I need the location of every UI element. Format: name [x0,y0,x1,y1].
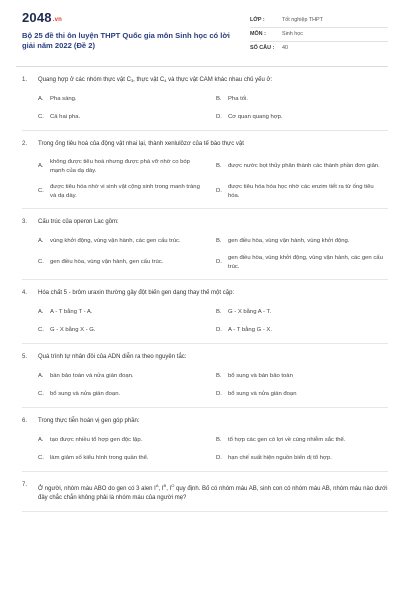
answer-letter: A. [38,237,44,244]
question-text-part: Ở người, nhóm máu ABO do gen có 3 alen I [38,486,156,492]
question-number: 3. [22,219,28,225]
meta-row-count [250,42,388,55]
answer-option-d[interactable] [216,389,388,399]
question-number: 2. [22,141,28,147]
answer-option-b[interactable] [216,435,388,445]
answer-letter: B. [216,436,222,443]
answer-option-c[interactable] [38,254,210,271]
answer-letter: A. [38,372,44,379]
answer-option-b[interactable] [216,94,388,104]
answer-option-c[interactable] [38,325,210,335]
answer-text: G - X bằng A - T. [228,308,272,315]
answer-options [22,94,388,122]
question-1 [22,67,388,131]
question-text [38,76,388,85]
answer-option-b[interactable] [216,371,388,381]
answer-option-a[interactable] [38,371,210,381]
answer-text: gen điều hòa, vùng vận hành, gen cấu trúc. [50,259,164,266]
answer-letter: C. [38,390,44,397]
answer-option-c[interactable] [38,183,210,200]
answer-option-a[interactable] [38,158,210,175]
answer-letter: B. [216,237,222,244]
answer-letter: D. [216,188,222,195]
answer-text: Pha sáng. [50,95,77,102]
answer-text: bán bảo toàn và nửa gián đoạn. [50,372,134,379]
answer-option-c[interactable] [38,453,210,463]
answer-letter: B. [216,308,222,315]
answer-option-a[interactable] [38,236,210,246]
answer-options [22,307,388,335]
answer-option-b[interactable] [216,158,388,175]
question-text-part: , I [158,486,164,492]
answer-text: tổ hợp các gen có lợi về cùng nhiễm sắc thể. [228,436,346,443]
logo-main: 2048 [22,10,52,25]
answer-text: gen điều hòa, vùng vận hành, vùng khởi động. [228,237,350,244]
answer-option-b[interactable] [216,236,388,246]
question-text-script: B [163,483,167,488]
answer-text: Cả hai pha. [50,113,81,120]
answer-letter: B. [216,95,222,102]
page-header [22,0,388,64]
question-6 [22,408,388,472]
question-text: Trong thực tiễn hoán vị gen góp phần: [38,418,140,424]
question-number: 1. [22,77,28,83]
site-logo[interactable] [22,10,237,28]
answer-option-a[interactable] [38,94,210,104]
question-text-part: Quang hợp ở các nhóm thực vật C [38,77,131,83]
question-2 [22,131,388,209]
answer-letter: C. [38,259,44,266]
answer-text: A - T bằng T - A. [50,308,93,315]
answer-letter: D. [216,113,222,120]
meta-row-subject [250,28,388,42]
question-text [38,481,388,503]
answer-letter: A. [38,163,44,170]
logo-suffix: .vn [52,17,63,23]
document-title: Bộ 25 đề thi ôn luyện THPT Quốc gia môn Sinh học có lời giải năm 2022 (Đề 2) [22,31,230,50]
answer-option-d[interactable] [216,254,388,271]
answer-letter: C. [38,326,44,333]
meta-info-box [250,14,388,64]
question-number: 5. [22,354,28,360]
answer-options [22,371,388,399]
meta-value: 40 [282,45,288,51]
answer-options [22,158,388,200]
answer-text: G - X bằng X - G. [50,326,96,333]
question-stem [22,289,388,298]
meta-key: LỚP : [250,17,265,23]
question-stem [22,481,388,503]
question-text: Quá trình tự nhân đôi của ADN diễn ra theo nguyên tắc: [38,354,187,360]
answer-option-d[interactable] [216,453,388,463]
question-text-part: quy định. Bố có nhóm máu AB, sinh con có nhóm máu AB, nhóm máu nào dưới đây chắc chắn không phải là nhóm máu của người mẹ? [38,486,388,501]
answer-letter: C. [38,454,44,461]
question-text-script: 4 [164,78,167,83]
answer-letter: B. [216,163,222,170]
question-stem [22,218,388,227]
meta-value: Sinh học [282,31,303,37]
answer-text: bổ sung và nửa gián đoạn [228,390,297,397]
answer-options [22,236,388,271]
answer-option-a[interactable] [38,307,210,317]
answer-letter: D. [216,326,222,333]
answer-option-b[interactable] [216,307,388,317]
answer-text: A - T bằng G - X. [228,326,272,333]
answer-letter: C. [38,188,44,195]
question-list [22,67,388,512]
answer-text: không được tiêu hoá nhưng được phá vỡ nhờ co bóp mạnh của dạ dày. [50,159,190,174]
answer-letter: B. [216,372,222,379]
answer-letter: A. [38,308,44,315]
question-text: Cấu trúc của operon Lac gồm: [38,219,119,225]
question-text-part: và thực vật CAM khác nhau chủ yếu ở: [166,77,273,83]
answer-text: hạn chế xuất hiện nguồn biến dị tổ hợp. [228,454,332,461]
answer-text: Pha tối. [228,95,248,102]
answer-option-c[interactable] [38,389,210,399]
meta-row-class [250,14,388,28]
answer-text: làm giảm số kiểu hình trong quần thể. [50,454,149,461]
answer-letter: D. [216,390,222,397]
question-5 [22,344,388,408]
question-text-part: , thực vật C [133,77,165,83]
meta-value: Tốt nghiệp THPT [282,17,323,23]
question-number: 7. [22,482,28,488]
answer-option-a[interactable] [38,435,210,445]
answer-text: bổ sung và bán bảo toàn [228,372,293,379]
question-stem [22,140,388,149]
question-text-script: A [155,483,159,488]
answer-text: vùng khởi động, vùng vận hành, các gen cấu trúc. [50,237,181,244]
answer-letter: D. [216,259,222,266]
question-text: Hóa chất 5 - brôm uraxin thường gây đột biến gen dạng thay thế một cặp: [38,290,235,296]
answer-letter: A. [38,95,44,102]
header-left [22,10,237,64]
answer-letter: A. [38,436,44,443]
answer-text: Cơ quan quang hợp. [228,113,283,120]
question-text: Trong ống tiêu hoá của động vật nhai lại, thành xenlulôzơ của tế bào thực vật [38,141,244,147]
question-number: 4. [22,290,28,296]
answer-options [22,435,388,463]
answer-text: được tiêu hóa hóa học nhờ các enzim tiết ra từ ống tiêu hóa. [228,184,374,199]
answer-option-d[interactable] [216,325,388,335]
question-text-part: , I [166,486,172,492]
answer-text: gen điều hòa, vùng khởi động, vùng vận hành, các gen cấu trúc. [228,255,383,270]
answer-option-c[interactable] [38,112,210,122]
question-stem [22,353,388,362]
answer-text: được tiêu hóa nhờ vi sinh vật cộng sinh trong manh tràng và dạ dày. [50,184,200,199]
question-text-script: 3 [130,78,134,83]
question-text-script: O [171,483,175,488]
question-stem [22,417,388,426]
question-3 [22,209,388,280]
answer-text: tạo được nhiều tổ hợp gen độc lập. [50,436,143,443]
meta-key: SỐ CÂU : [250,45,275,51]
answer-option-d[interactable] [216,112,388,122]
answer-option-d[interactable] [216,183,388,200]
answer-text: được nước bọt thủy phân thành các thành phần đơn giản. [228,163,380,170]
question-number: 6. [22,418,28,424]
answer-text: bổ sung và nửa gián đoạn. [50,390,121,397]
answer-letter: C. [38,113,44,120]
answer-letter: D. [216,454,222,461]
meta-key: MÔN : [250,31,266,37]
question-stem [22,76,388,85]
question-7 [22,472,388,512]
question-4 [22,280,388,344]
